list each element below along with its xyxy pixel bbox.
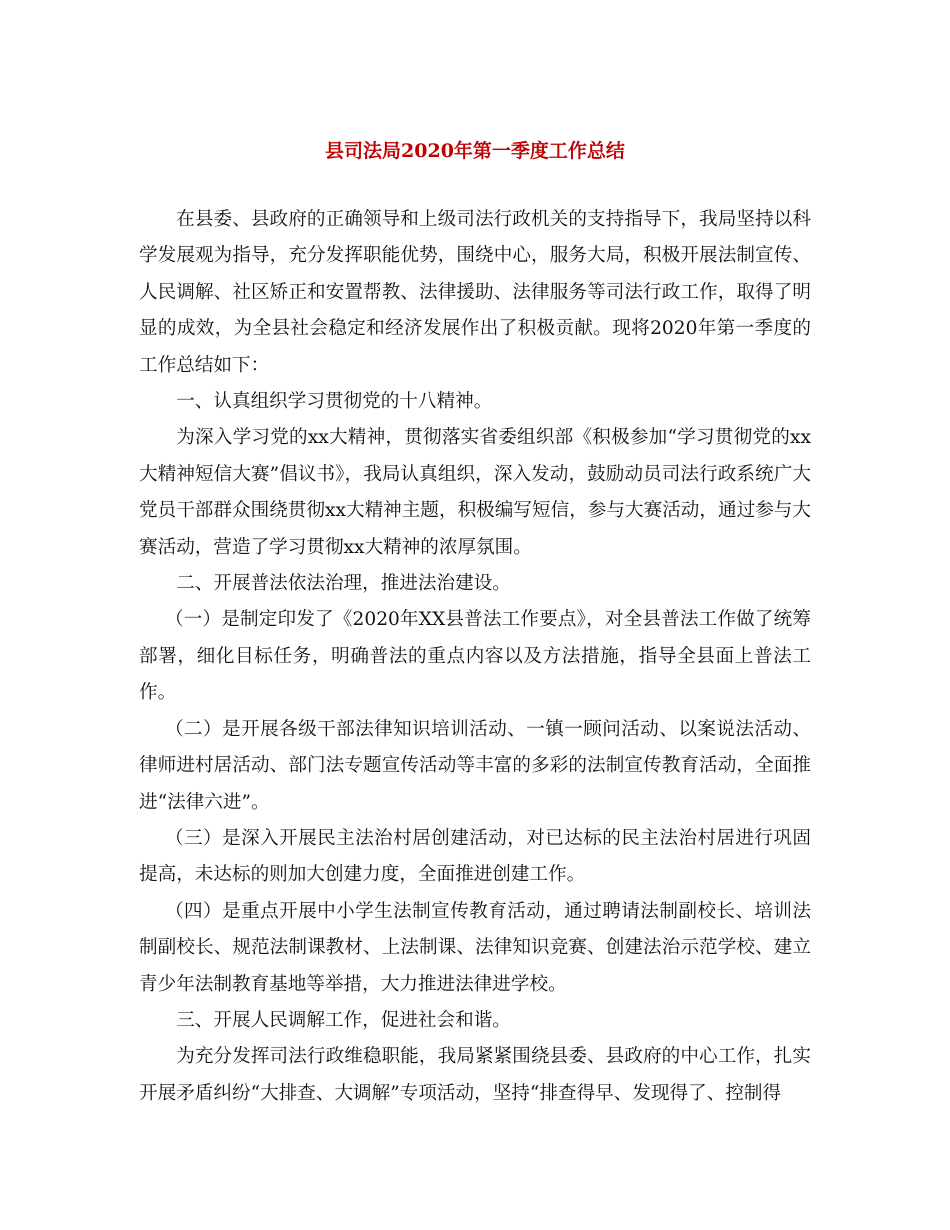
paragraph-section-3: 为充分发挥司法行政维稳职能，我局紧紧围绕县委、县政府的中心工作，扎实开展矛盾纠纷“大排查、大调解”专项活动，坚持“排查得早、发现得了、控制得 <box>139 1046 811 1104</box>
document-title: 县司法局2020年第一季度工作总结 <box>325 140 625 162</box>
section-heading-1: 一、认真组织学习贯彻党的十八精神。 <box>176 391 493 413</box>
paragraph-section-1: 为深入学习党的xx大精神，贯彻落实省委组织部《积极参加“学习贯彻党的xx大精神短信大赛”倡议书》，我局认真组织，深入发动，鼓励动员司法行政系统广大党员干部群众围绕贯彻xx大精神主题，积极编写短信，参与大赛活动，通过参与大赛活动，营造了学习贯彻xx大精神的浓厚氛围。 <box>139 427 811 558</box>
section-heading-2: 二、开展普法依法治理，推进法治建设。 <box>176 573 511 595</box>
paragraph-intro: 在县委、县政府的正确领导和上级司法行政机关的支持指导下，我局坚持以科学发展观为指导，充分发挥职能优势，围绕中心，服务大局，积极开展法制宣传、人民调解、社区矫正和安置帮教、法律援助、法律服务等司法行政工作，取得了明显的成效，为全县社会稳定和经济发展作出了积极贡献。现将2020年第一季度的工作总结如下： <box>139 209 811 376</box>
sub-item-4: （四）是重点开展中小学生法制宣传教育活动，通过聘请法制副校长、培训法制副校长、规范法制课教材、上法制课、法律知识竞赛、创建法治示范学校、建立青少年法制教育基地等举措，大力推进法律进学校。 <box>139 900 811 995</box>
section-heading-3: 三、开展人民调解工作，促进社会和谐。 <box>176 1009 511 1031</box>
sub-item-2: （二）是开展各级干部法律知识培训活动、一镇一顾问活动、以案说法活动、律师进村居活动、部门法专题宣传活动等丰富的多彩的法制宣传教育活动，全面推进“法律六进”。 <box>139 718 811 813</box>
sub-item-1: （一）是制定印发了《2020年XX县普法工作要点》，对全县普法工作做了统筹部署，细化目标任务，明确普法的重点内容以及方法措施，指导全县面上普法工作。 <box>139 609 811 704</box>
sub-item-3: （三）是深入开展民主法治村居创建活动，对已达标的民主法治村居进行巩固提高，未达标的则加大创建力度，全面推进创建工作。 <box>139 827 811 886</box>
document-body <box>139 202 811 1112</box>
